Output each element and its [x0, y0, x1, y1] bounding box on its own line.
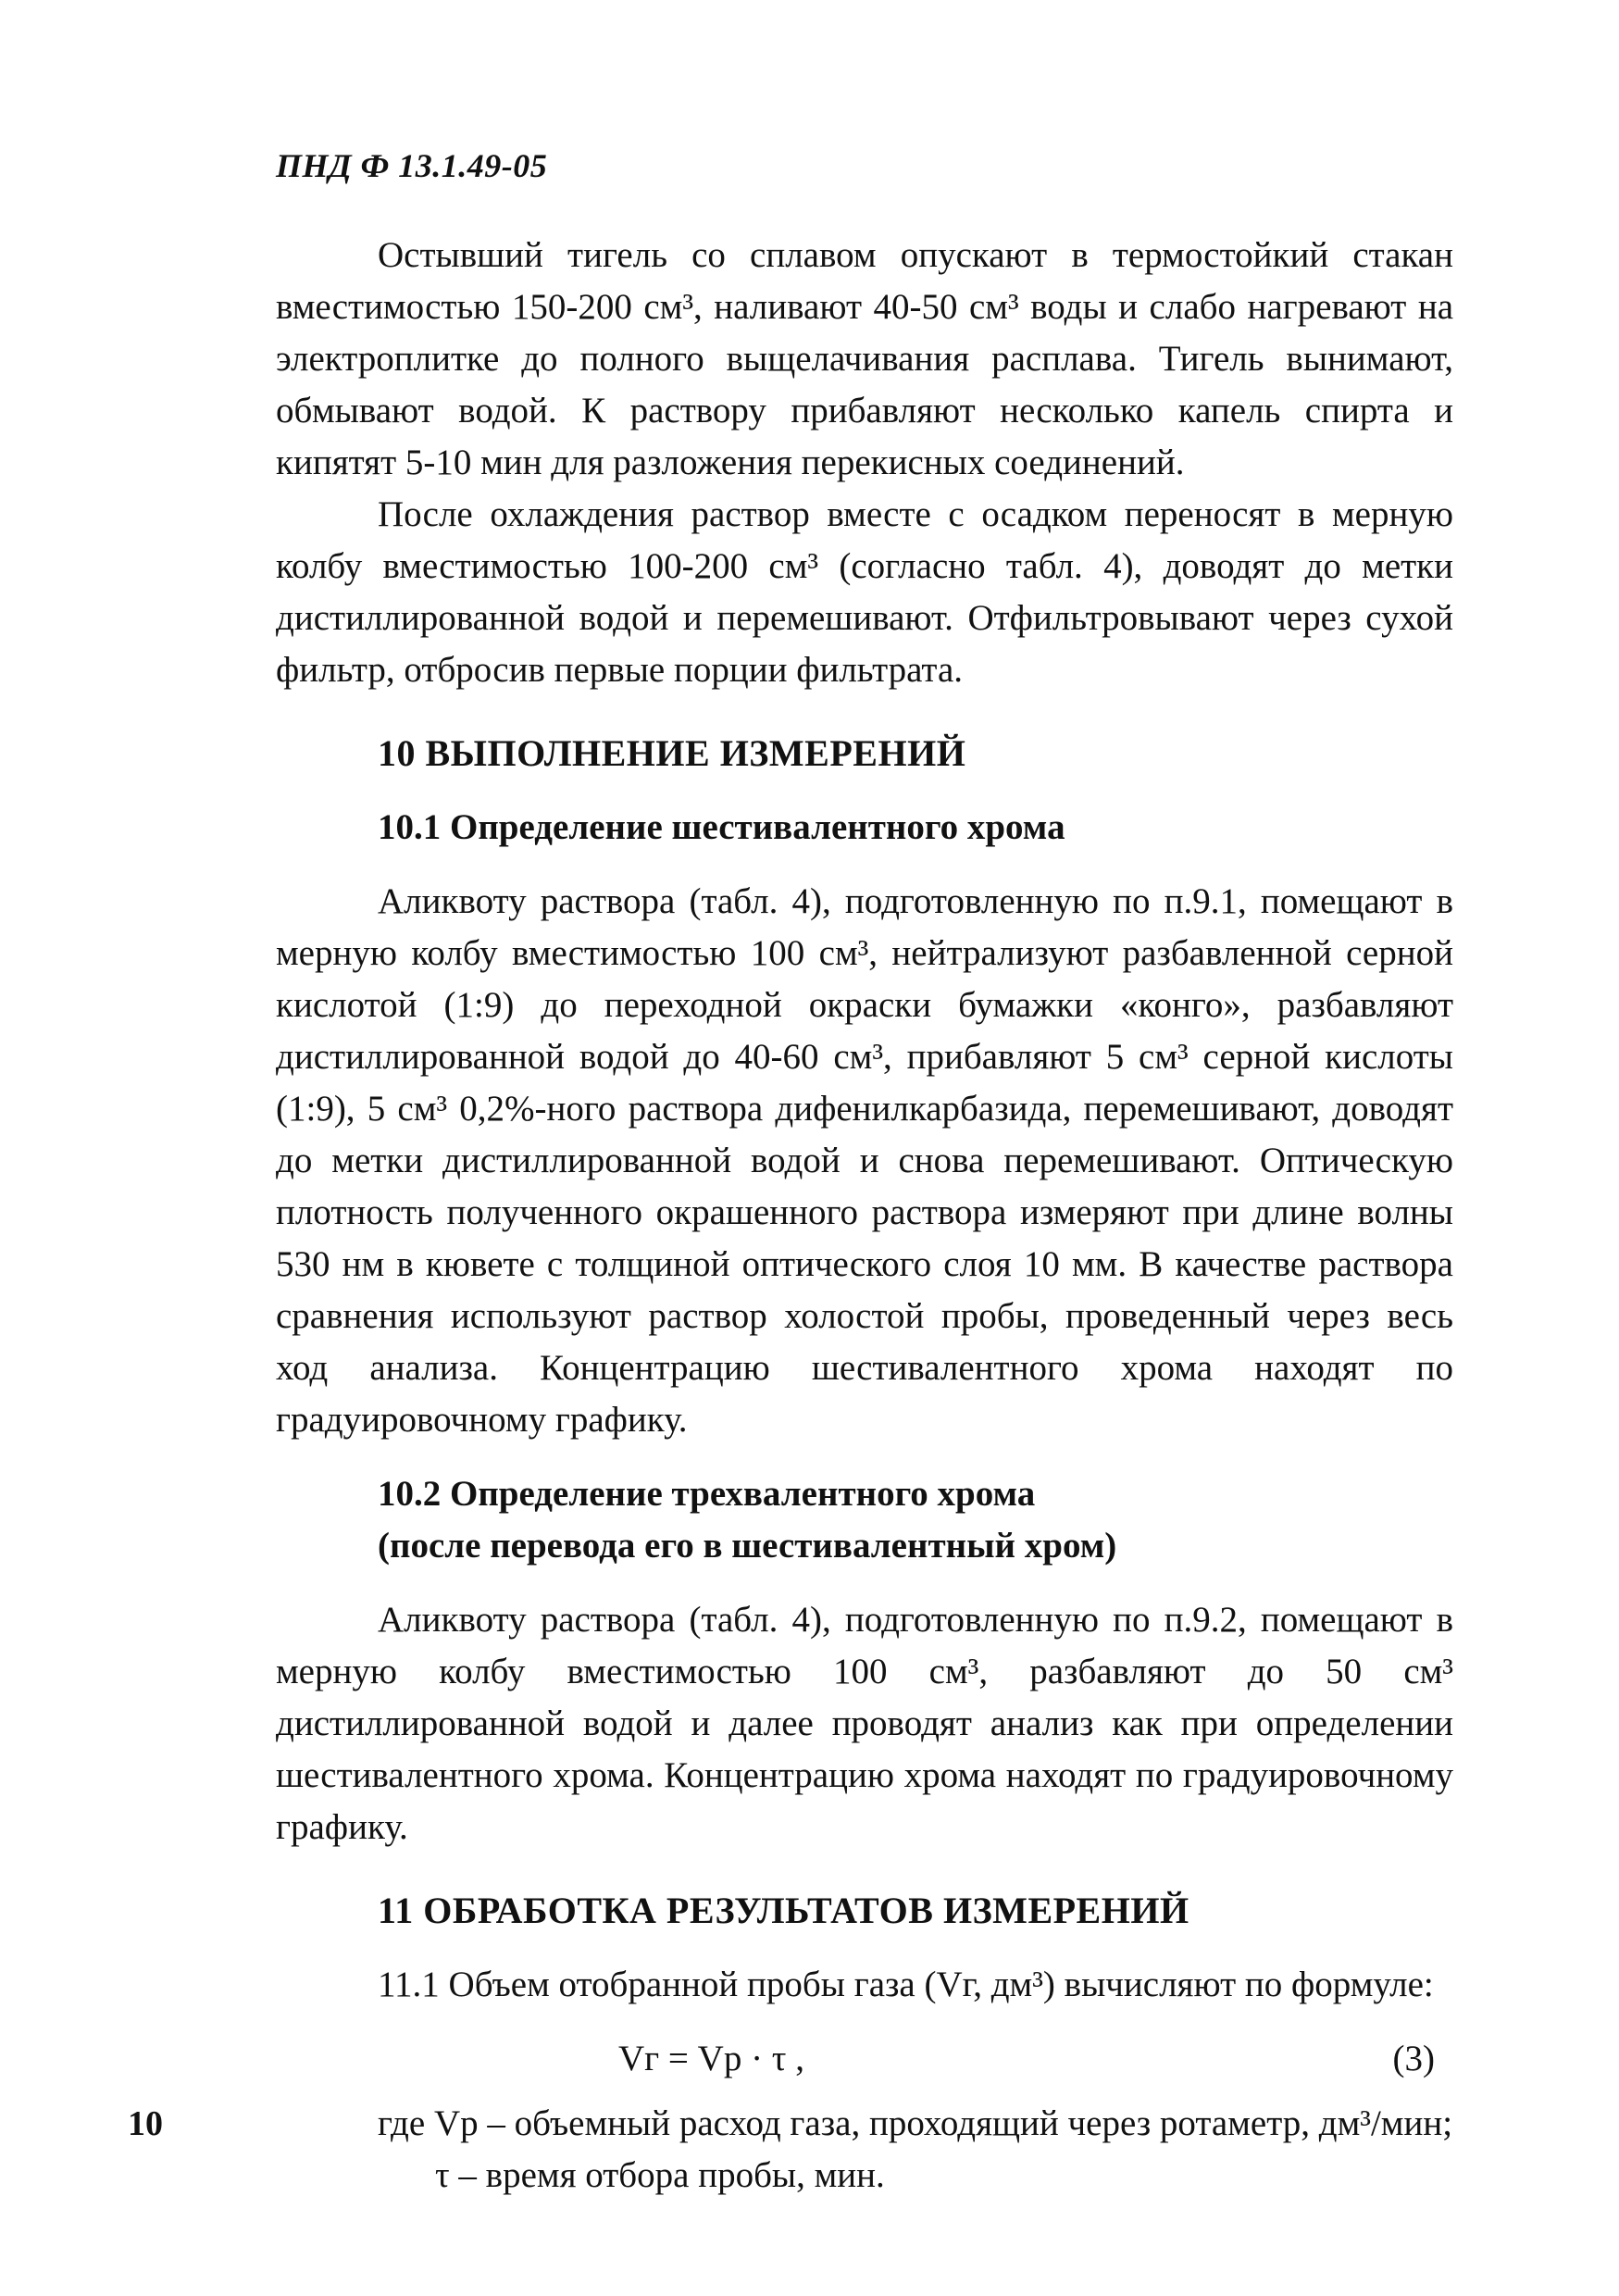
formula-legend — [276, 2098, 1453, 2202]
page-number: 10 — [128, 2104, 163, 2143]
subsection-10-1-text: Аликвоту раствора (табл. 4), подготовленную по п.9.1, помещают в мерную колбу вместимостью 100 см³, нейтрализуют разбавленной серной кислотой (1:9) до переходной окраски бумажки «конго», разбавляют дистиллированной водой до 40-60 см³, прибавляют 5 см³ серной кислоты (1:9), 5 см³ 0,2%-ного раствора дифенилкарбазида, перемешивают, доводят до метки дистиллированной водой и снова перемешивают. Оптическую плотность полученного окрашенного раствора измеряют при длине волны 530 нм в кювете с толщиной оптического слоя 10 мм. В качестве раствора сравнения используют раствор холостой пробы, проведенный через весь ход анализа. Концентрацию шестивалентного хрома находят по градуировочному графику. — [276, 881, 1453, 1440]
subsection-11-1-text: 11.1 Объем отобранной пробы газа (Vг, дм³) вычисляют по формуле: — [378, 1965, 1434, 2004]
intro-paragraph-2: После охлаждения раствор вместе с осадком переносят в мерную колбу вместимостью 100-200 см³ (согласно табл. 4), доводят до метки дистиллированной водой и перемешивают. Отфильтровывают через сухой фильтр, отбросив первые порции фильтрата. — [276, 494, 1453, 690]
formula-3: Vг = Vр · τ , — [618, 2039, 804, 2078]
intro-paragraph-1: Остывший тигель со сплавом опускают в термостойкий стакан вместимостью 150-200 см³, наливают 40-50 см³ воды и слабо нагревают на электроплитке до полного выщелачивания расплава. Тигель вынимают, обмывают водой. К раствору прибавляют несколько капель спирта и кипятят 5-10 мин для разложения перекисных соединений. — [276, 235, 1453, 482]
subsection-10-2-title-line1: 10.2 Определение трехвалентного хрома — [378, 1474, 1036, 1514]
formula-legend-line1: где Vр – объемный расход газа, проходящий через ротаметр, дм³/мин; — [378, 2103, 1453, 2143]
page-content — [276, 230, 1453, 2202]
subsection-10-1-title: 10.1 Определение шестивалентного хрома — [378, 807, 1065, 847]
formula-row — [276, 2033, 1453, 2098]
subsection-10-2-text: Аликвоту раствора (табл. 4), подготовленную по п.9.2, помещают в мерную колбу вместимостью 100 см³, разбавляют до 50 см³ дистиллированной водой и далее проводят анализ как при определении шестивалентного хрома. Концентрацию хрома находят по градуировочному графику. — [276, 1600, 1453, 1847]
subsection-10-2-title — [276, 1468, 1453, 1572]
document-code-header: ПНД Ф 13.1.49-05 — [276, 147, 548, 184]
subsection-10-2-title-line2: (после перевода его в шестивалентный хром) — [378, 1526, 1117, 1566]
section-11-title: 11 ОБРАБОТКА РЕЗУЛЬТАТОВ ИЗМЕРЕНИЙ — [378, 1890, 1189, 1931]
section-10-title: 10 ВЫПОЛНЕНИЕ ИЗМЕРЕНИЙ — [378, 732, 966, 774]
formula-number: (3) — [1392, 2039, 1435, 2078]
formula-legend-line2: τ – время отбора пробы, мин. — [435, 2155, 885, 2195]
